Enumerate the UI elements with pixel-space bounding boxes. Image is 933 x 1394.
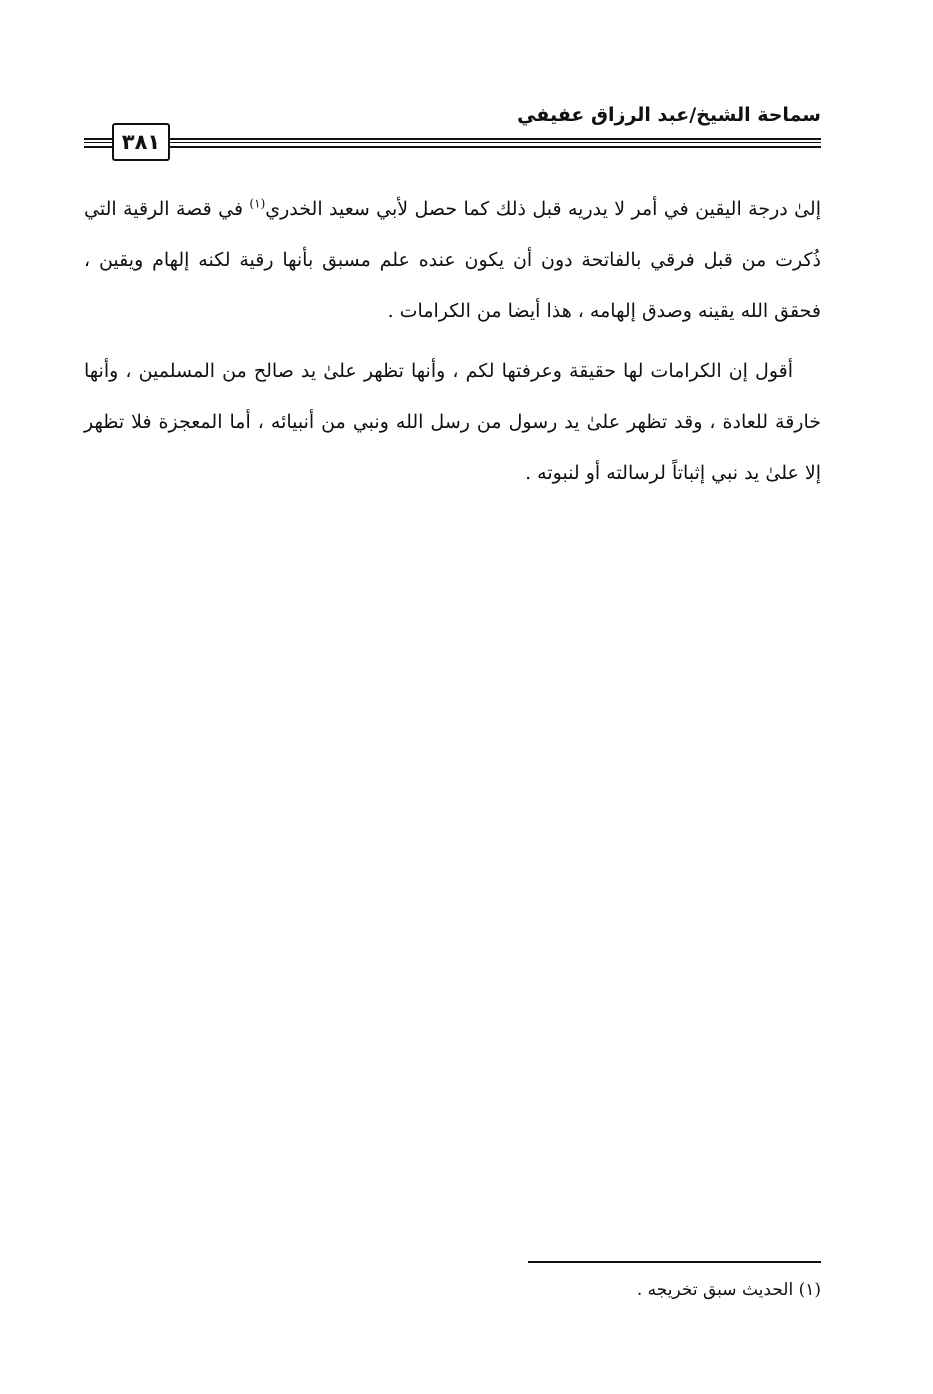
header-rule-top [84,138,821,140]
paragraph-1-part-2: في قصة الرقية التي ذُكرت من قبل فرقي بالفاتحة دون أن يكون عنده علم مسبق بأنها رقية لكنه إلهام ويقين ، فحقق الله يقينه وصدق إلهامه ، هذا أيضا من الكرامات . [84,198,821,322]
header-rule [84,138,821,148]
running-header: سماحة الشيخ/عبد الرزاق عفيفي [517,104,821,126]
header-rule-bottom [84,146,821,148]
body-text [84,184,821,499]
header-rule-middle [84,142,821,143]
footnote-1: (١) الحديث سبق تخريجه . [636,1280,821,1300]
paragraph-1 [84,184,821,337]
paragraph-2: أقول إن الكرامات لها حقيقة وعرفتها لكم ، وأنها تظهر علىٰ يد صالح من المسلمين ، وأنها خارقة للعادة ، وقد تظهر علىٰ يد رسول من رسل الله ونبي من أنبيائه ، أما المعجزة فلا تظهر إلا علىٰ يد نبي إثباتاً لرسالته أو لنبوته . [84,360,821,484]
paragraph-1-part-1: إلىٰ درجة اليقين في أمر لا يدريه قبل ذلك كما حصل لأبي سعيد الخدري [265,198,821,220]
page-number: ٣٨١ [112,123,170,161]
footnote-rule [528,1261,821,1263]
footnote-reference[interactable]: (١) [249,196,266,211]
